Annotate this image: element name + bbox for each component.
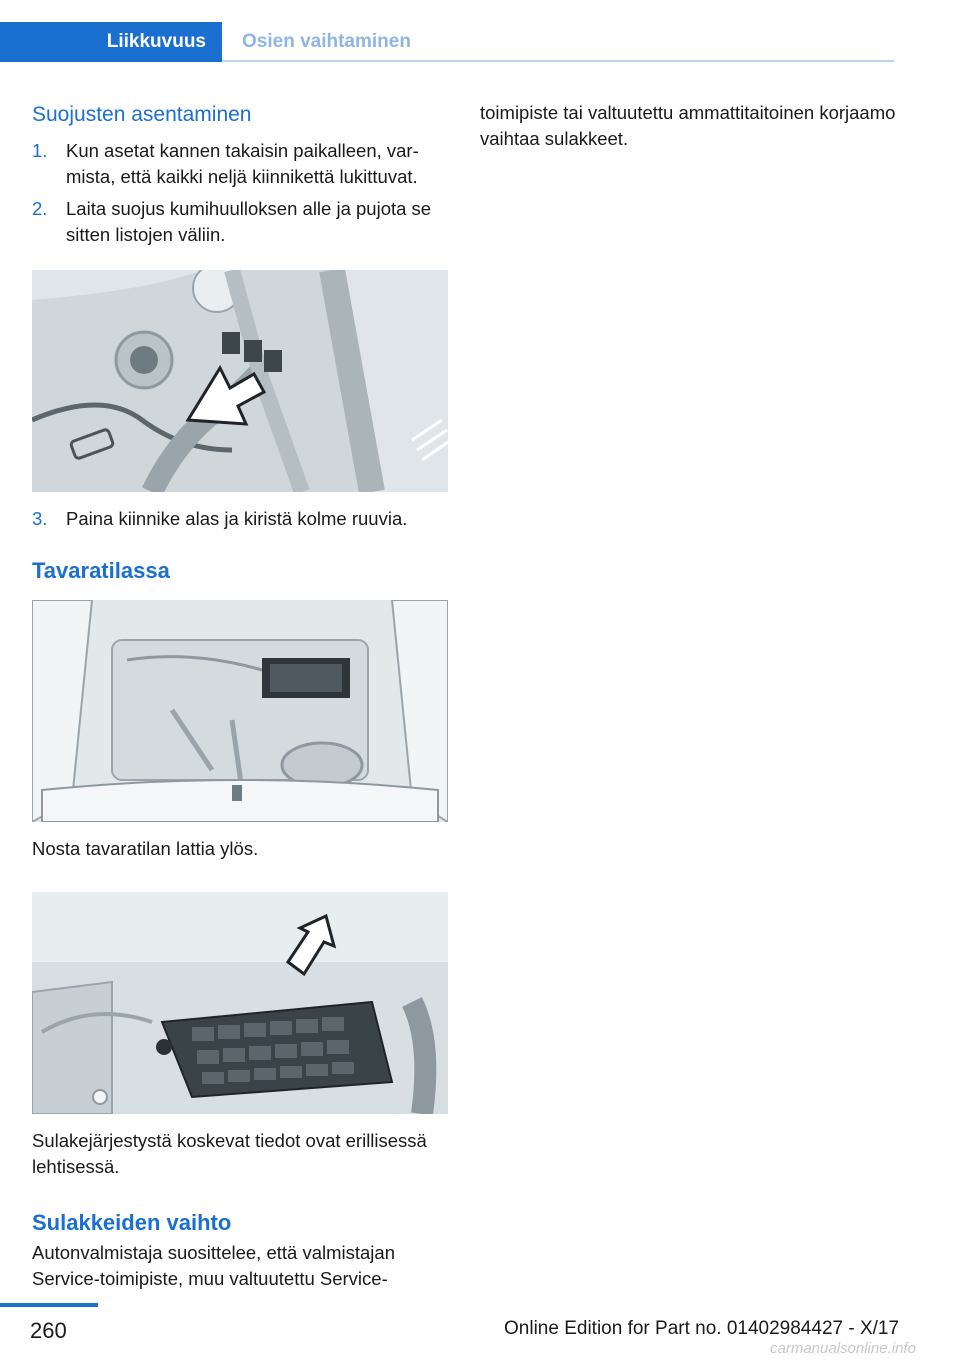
step-number: 3. (32, 508, 48, 529)
cover-clip-illustration (32, 270, 448, 492)
header-divider (222, 60, 894, 62)
step-text: Paina kiinnike alas ja kiristä kolme ruuvia. (66, 508, 408, 529)
paragraph-fuse-replace-left: Autonvalmistaja suosittelee, että valmistajan Service-toimipiste, muu valtuutettu Service- (32, 1242, 395, 1289)
paragraph-lift-floor: Nosta tavaratilan lattia ylös. (32, 838, 259, 859)
step-item (32, 196, 448, 248)
step-number: 2. (32, 198, 48, 219)
figure-trunk-floor (32, 600, 448, 822)
fuse-box-illustration (32, 892, 448, 1114)
step-text: Kun asetat kannen takaisin paikalleen, varmista, että kaikki neljä kiinnikettä lukittuvat. (66, 140, 419, 187)
section-heading-tavaratilassa: Tavaratilassa (32, 558, 170, 583)
tab-osien-vaihtaminen[interactable]: Osien vaihtaminen (242, 31, 411, 52)
footer-accent-bar (0, 1303, 98, 1307)
step-item (32, 138, 448, 190)
section-heading-sulakkeiden-vaihto: Sulakkeiden vaihto (32, 1210, 232, 1235)
figure-cover-clip (32, 270, 448, 492)
left-column (32, 100, 448, 1292)
right-column (480, 100, 900, 152)
page-number: 260 (30, 1318, 67, 1343)
trunk-floor-illustration (32, 600, 448, 822)
page-header (0, 0, 960, 64)
footer-edition: Online Edition for Part no. 01402984427 - X/17 (504, 1318, 900, 1339)
step-text: Laita suojus kumihuulloksen alle ja pujota se sitten listojen väliin. (66, 198, 432, 245)
paragraph-fuse-replace-right: toimipiste tai valtuutettu ammattitaitoinen korjaamo vaihtaa sulakkeet. (480, 102, 896, 149)
tab-liikkuvuus[interactable]: Liikkuvuus (0, 22, 222, 62)
step-number: 1. (32, 140, 48, 161)
step-item (32, 506, 448, 532)
watermark: carmanualsonline.info (770, 1340, 916, 1357)
paragraph-fuse-info: Sulakejärjestystä koskevat tiedot ovat erillisessä lehtisessä. (32, 1130, 427, 1177)
figure-fuse-box (32, 892, 448, 1114)
section-heading-suojusten: Suojusten asentaminen (32, 103, 252, 126)
